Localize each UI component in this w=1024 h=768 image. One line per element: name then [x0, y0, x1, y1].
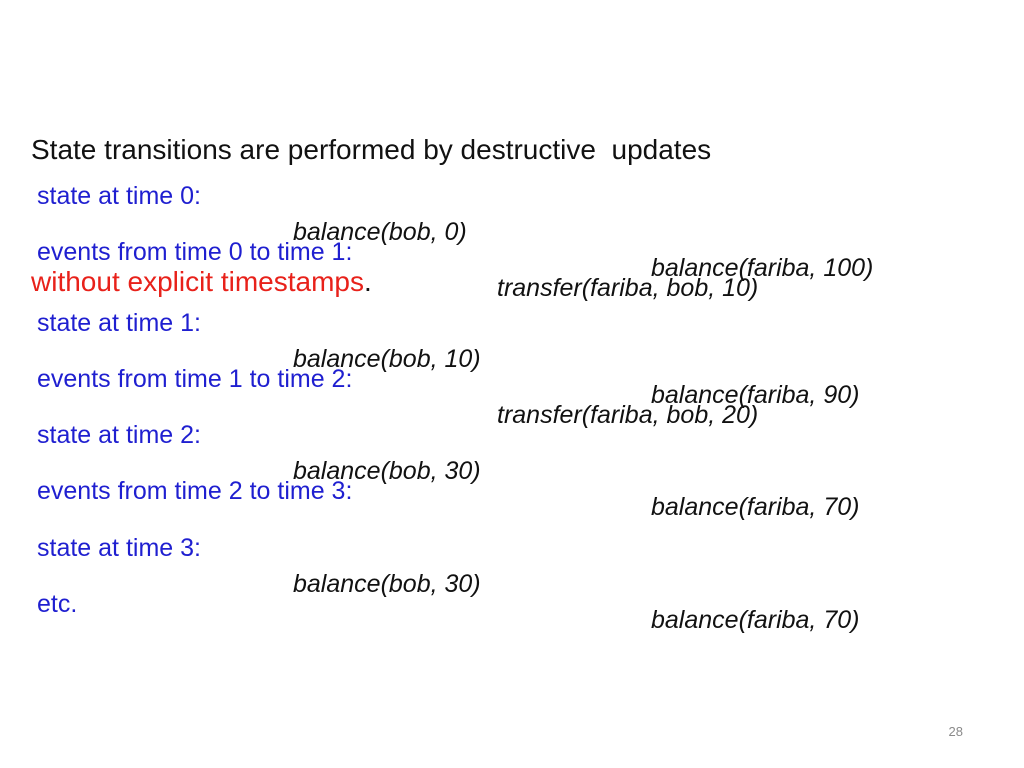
events-label: events from time 2 to time 3:	[37, 477, 353, 505]
events-label: events from time 0 to time 1:	[37, 238, 353, 266]
page-number: 28	[948, 724, 963, 739]
transfer-event: transfer(fariba, bob, 20)	[497, 401, 759, 429]
bob-balance: balance(bob, 10)	[293, 345, 481, 373]
etc-word: etc	[37, 590, 71, 618]
fariba-balance: balance(fariba, 70)	[651, 606, 860, 634]
fariba-balance: balance(fariba, 100)	[651, 254, 874, 282]
heading-line-1: State transitions are performed by destructive updates	[31, 134, 712, 165]
fariba-balance: balance(fariba, 90)	[651, 381, 860, 409]
bob-balance: balance(bob, 0)	[293, 218, 467, 246]
bob-balance: balance(bob, 30)	[293, 570, 481, 598]
etc-text	[37, 586, 77, 622]
heading-highlight: without explicit timestamps	[31, 266, 365, 297]
state-label: state at time 2:	[37, 421, 201, 449]
events-row-2-to-3	[0, 437, 1024, 505]
state-label: state at time 1:	[37, 309, 201, 337]
etc-row	[0, 550, 1024, 618]
heading-period: .	[364, 266, 372, 297]
transfer-event: transfer(fariba, bob, 10)	[497, 274, 759, 302]
events-label: events from time 1 to time 2:	[37, 365, 353, 393]
bob-balance: balance(bob, 30)	[293, 457, 481, 485]
state-label: state at time 0:	[37, 182, 201, 210]
etc-period: .	[70, 590, 78, 618]
state-label: state at time 3:	[37, 534, 201, 562]
fariba-balance: balance(fariba, 70)	[651, 493, 860, 521]
